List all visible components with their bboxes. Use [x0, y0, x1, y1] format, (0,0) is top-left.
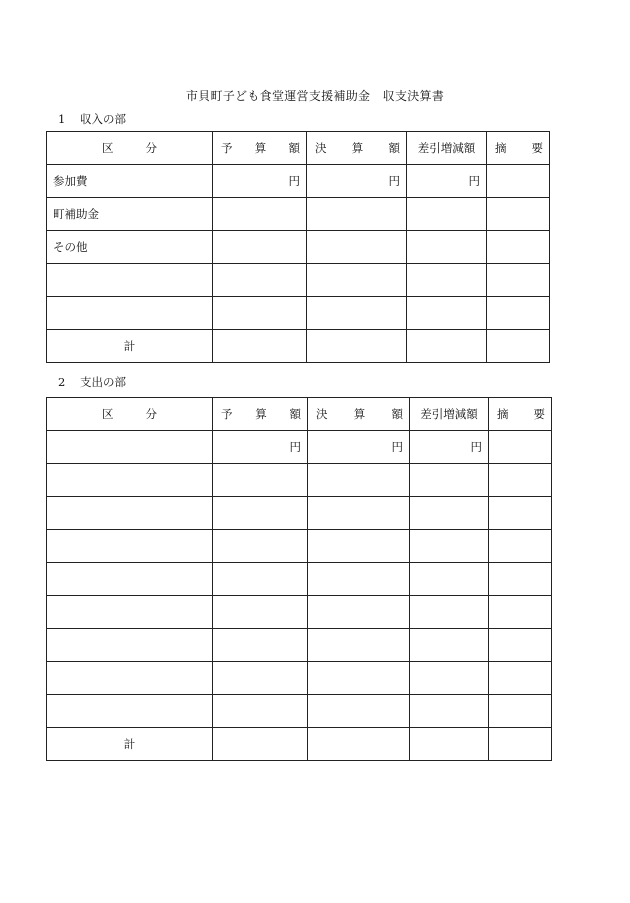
header-yosan: 予 算 額: [213, 132, 307, 165]
income-row-label: 参加費: [47, 165, 213, 198]
income-row: [47, 231, 550, 264]
expense-row: [47, 695, 552, 728]
tekiyo-cell: [489, 431, 552, 464]
document-title: 市貝町子ども食堂運営支援補助金 収支決算書: [185, 89, 445, 103]
income-total-row: [47, 330, 550, 363]
income-section-heading: [58, 111, 126, 127]
yosan-unit: 円: [213, 165, 307, 198]
expense-row: [47, 662, 552, 695]
header-sagaku: 差引増減額: [407, 132, 487, 165]
expense-section-heading: [58, 374, 126, 390]
income-row: [47, 297, 550, 330]
income-row: [47, 264, 550, 297]
kessan-unit: 円: [308, 431, 410, 464]
header-sagaku: 差引増減額: [410, 398, 489, 431]
expense-section-label: 支出の部: [80, 375, 126, 389]
header-kubun: 区 分: [47, 398, 213, 431]
income-row-label: [47, 264, 213, 297]
expense-row: [47, 563, 552, 596]
expense-row: [47, 497, 552, 530]
expense-row: [47, 530, 552, 563]
header-tekiyo: 摘 要: [489, 398, 552, 431]
expense-section-number: 2: [58, 375, 66, 389]
income-total-label: 計: [47, 330, 213, 363]
expense-row: [47, 596, 552, 629]
expense-row: [47, 464, 552, 497]
yosan-unit: 円: [213, 431, 308, 464]
header-kessan: 決 算 額: [308, 398, 410, 431]
header-kubun: 区 分: [47, 132, 213, 165]
income-row: [47, 198, 550, 231]
sagaku-unit: 円: [410, 431, 489, 464]
income-row: [47, 165, 550, 198]
income-row-label: [47, 297, 213, 330]
expense-row-label: [47, 431, 213, 464]
expense-total-row: [47, 728, 552, 761]
expense-header-row: [47, 398, 552, 431]
header-kessan: 決 算 額: [307, 132, 407, 165]
income-row-label: 町補助金: [47, 198, 213, 231]
income-table: [46, 131, 550, 363]
sagaku-unit: 円: [407, 165, 487, 198]
expense-row: [47, 431, 552, 464]
header-yosan: 予 算 額: [213, 398, 308, 431]
income-row-label: その他: [47, 231, 213, 264]
expense-table: [46, 397, 552, 761]
income-header-row: [47, 132, 550, 165]
tekiyo-cell: [487, 165, 550, 198]
expense-total-label: 計: [47, 728, 213, 761]
expense-row: [47, 629, 552, 662]
kessan-unit: 円: [307, 165, 407, 198]
income-section-number: 1: [58, 112, 66, 126]
income-section-label: 収入の部: [80, 112, 126, 126]
header-tekiyo: 摘 要: [487, 132, 550, 165]
